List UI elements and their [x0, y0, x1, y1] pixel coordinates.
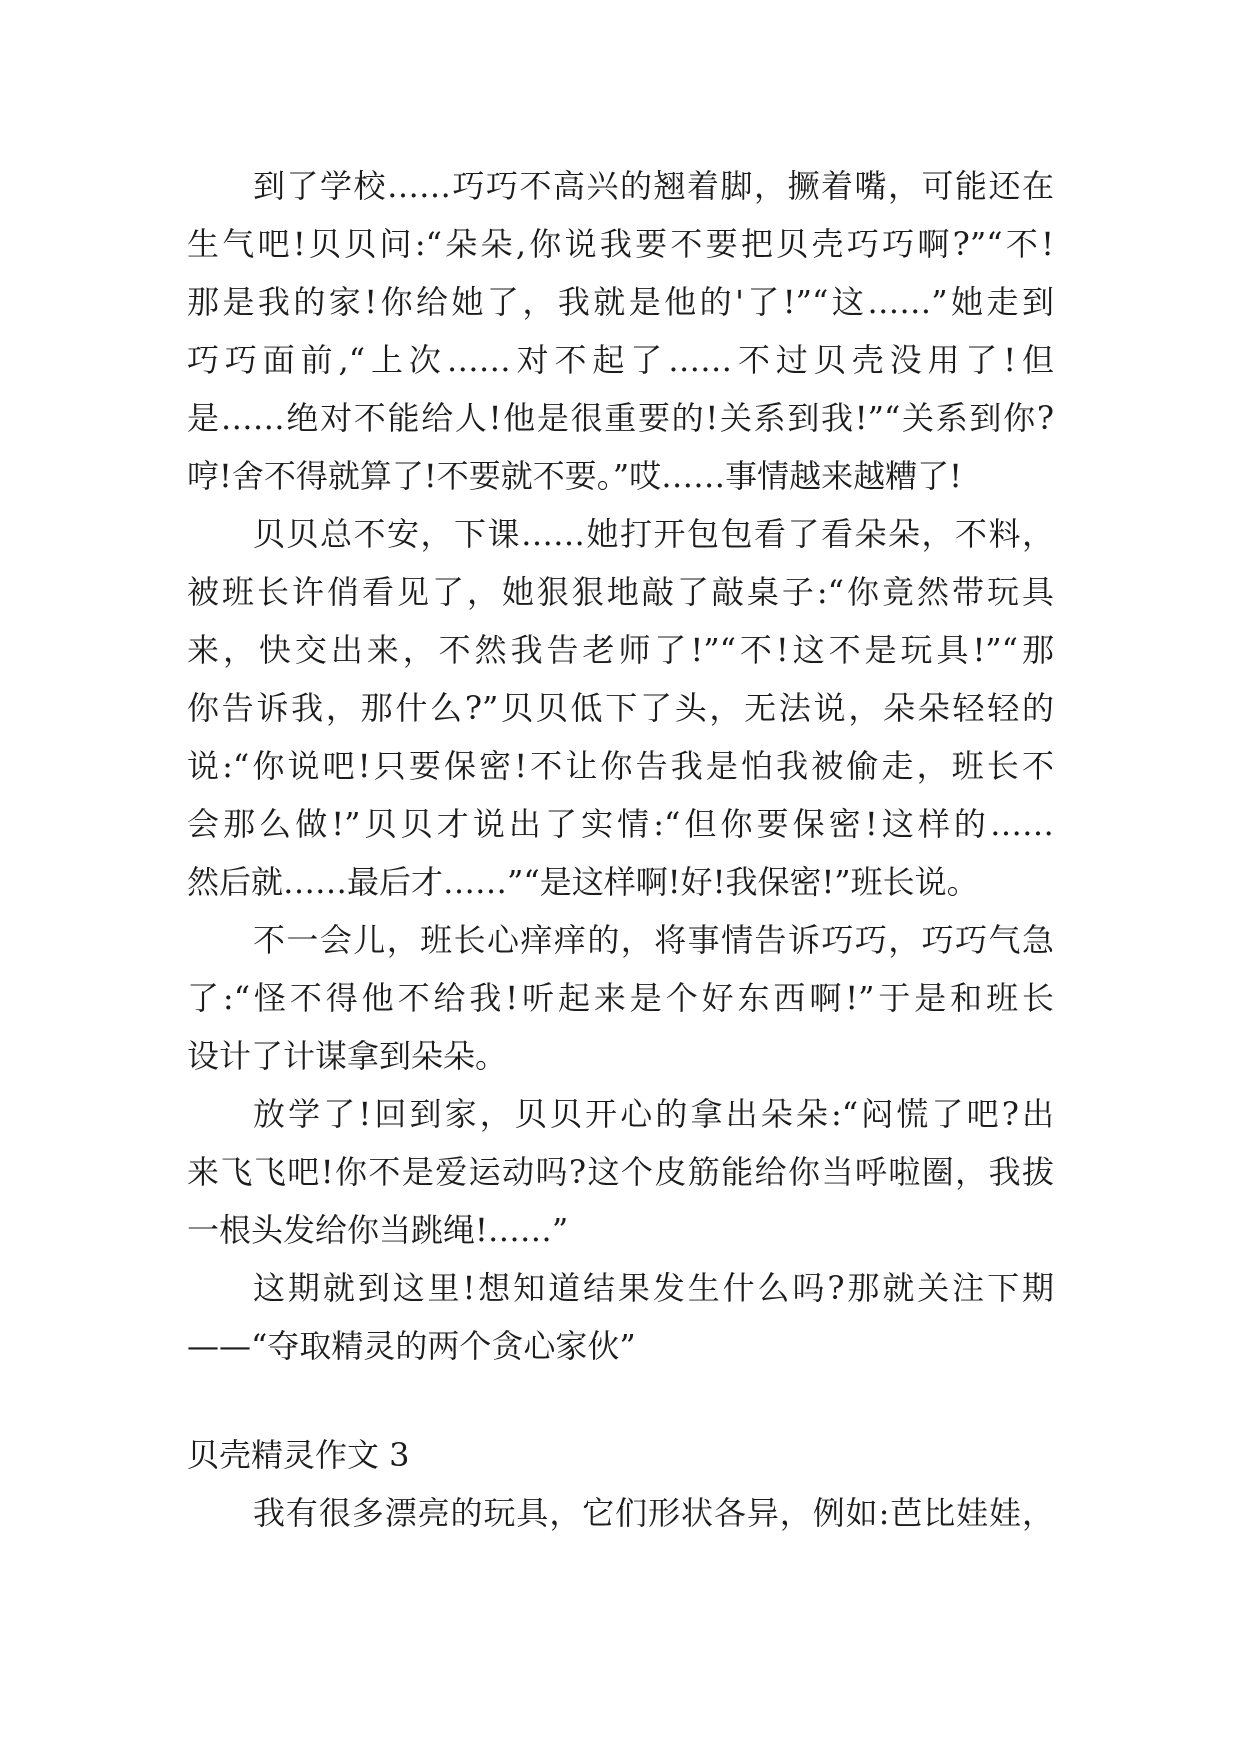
- paragraph: [187, 1085, 1054, 1259]
- text-line: 到了学校……巧巧不高兴的翘着脚，撅着嘴，可能还在: [253, 167, 1054, 205]
- text-line: 不一会儿，班长心痒痒的，将事情告诉巧巧，巧巧气急: [253, 921, 1054, 959]
- text-line: 一根头发给你当跳绳!……”: [187, 1211, 569, 1249]
- text-line: 然后就……最后才……”“是这样啊!好!我保密!”班长说。: [187, 863, 979, 901]
- text-line: 这期就到这里!想知道结果发生什么吗?那就关注下期: [253, 1269, 1054, 1307]
- text-line: 说:“你说吧!只要保密!不让你告我是怕我被偷走，班长不: [187, 747, 1054, 785]
- section-heading: 贝壳精灵作文 3: [187, 1436, 410, 1474]
- text-line: 来，快交出来，不然我告老师了!”“不!这不是玩具!”“那: [187, 631, 1054, 669]
- text-line: 被班长许俏看见了，她狠狠地敲了敲桌子:“你竟然带玩具: [187, 573, 1054, 611]
- text-line: 哼!舍不得就算了!不要就不要。”哎……事情越来越糟了!: [187, 457, 962, 495]
- text-line: 放学了!回到家，贝贝开心的拿出朵朵:“闷慌了吧?出: [253, 1095, 1054, 1133]
- text-line: 那是我的家!你给她了，我就是他的'了!”“这……”她走到: [187, 283, 1054, 321]
- text-line: 来飞飞吧!你不是爱运动吗?这个皮筋能给你当呼啦圈，我拔: [187, 1153, 1054, 1191]
- text-line: 你告诉我，那什么?”贝贝低下了头，无法说，朵朵轻轻的: [187, 689, 1054, 727]
- text-line: 了:“怪不得他不给我!听起来是个好东西啊!”于是和班长: [187, 979, 1054, 1017]
- text-line: 巧巧面前,“上次……对不起了……不过贝壳没用了!但: [187, 341, 1054, 379]
- document-body: [187, 157, 1054, 1542]
- paragraph: [187, 911, 1054, 1085]
- text-line: 贝贝总不安，下课……她打开包包看了看朵朵，不料，: [253, 515, 1054, 553]
- paragraph: [187, 157, 1054, 505]
- text-line: 设计了计谋拿到朵朵。: [187, 1037, 508, 1075]
- story-section: [187, 1426, 1054, 1542]
- story-section: [187, 157, 1054, 1375]
- paragraph: [187, 1259, 1054, 1375]
- text-line: 生气吧!贝贝问:“朵朵,你说我要不要把贝壳巧巧啊?”“不!: [187, 225, 1054, 263]
- text-line: 是……绝对不能给人!他是很重要的!关系到我!”“关系到你?: [187, 399, 1054, 437]
- text-line: 会那么做!”贝贝才说出了实情:“但你要保密!这样的……: [187, 805, 1054, 843]
- paragraph: [187, 1484, 1054, 1542]
- paragraph: [187, 505, 1054, 911]
- text-line: ——“夺取精灵的两个贪心家伙”: [187, 1327, 636, 1365]
- text-line: 我有很多漂亮的玩具，它们形状各异，例如:芭比娃娃，: [253, 1494, 1054, 1532]
